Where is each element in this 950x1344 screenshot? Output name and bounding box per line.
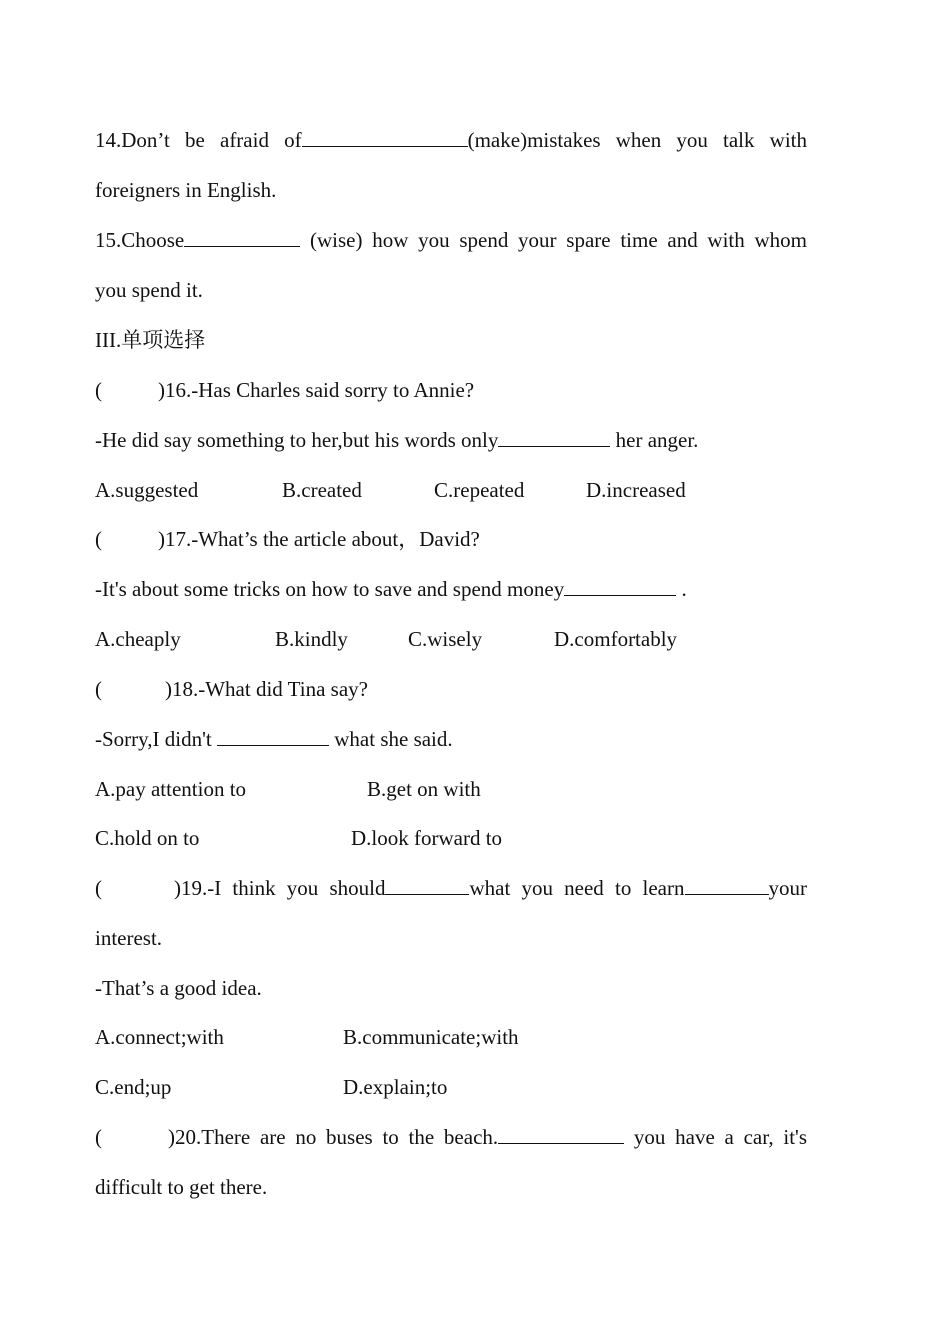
- q19-stem: ( )19.-I think you should what you need to learn your: [95, 876, 807, 900]
- q19-option-d[interactable]: D.explain;to: [343, 1075, 448, 1099]
- q18-blank[interactable]: [217, 725, 329, 746]
- q16-blank[interactable]: [498, 426, 610, 447]
- q20-blank[interactable]: [498, 1123, 624, 1144]
- q16-stem: ( )16.-Has Charles said sorry to Annie?: [95, 378, 475, 402]
- q17-paren: (: [95, 527, 102, 551]
- q17-options: [95, 624, 807, 654]
- q17-option-b[interactable]: B.kindly: [275, 627, 348, 651]
- q18-option-a[interactable]: A.pay attention to: [95, 777, 247, 801]
- q14-line-1: [95, 125, 807, 155]
- q18-stem: ( )18.-What did Tina say?: [95, 677, 368, 701]
- q19-stem-cont: interest.: [95, 926, 163, 950]
- q19-blank-1[interactable]: [385, 874, 469, 895]
- q19-options-row-1: [95, 1022, 807, 1052]
- q15-line-1: [95, 225, 807, 255]
- q14-line-2: foreigners in English.: [95, 178, 277, 202]
- q16-paren: (: [95, 378, 102, 402]
- q18-options-row-1: [95, 774, 807, 804]
- q18-paren: (: [95, 677, 102, 701]
- q19-blank-2[interactable]: [685, 874, 769, 895]
- q18-option-d[interactable]: D.look forward to: [351, 826, 503, 850]
- q17-option-d[interactable]: D.comfortably: [554, 627, 678, 651]
- q17-option-a[interactable]: A.cheaply: [95, 627, 181, 651]
- q14-blank[interactable]: [302, 126, 468, 147]
- q16-option-b[interactable]: B.created: [282, 478, 362, 502]
- q17-stem: ( )17.-What’s the article about，David?: [95, 527, 480, 551]
- q16-options: [95, 475, 807, 505]
- q15-line-2: you spend it.: [95, 278, 203, 302]
- q17-option-c[interactable]: C.wisely: [408, 627, 483, 651]
- q19-paren: (: [95, 876, 102, 900]
- q14-text-1: 14.Don’t be afraid of: [95, 128, 302, 152]
- q17-answer: -It's about some tricks on how to save and spend money .: [95, 577, 687, 601]
- q16-answer: -He did say something to her,but his words only her anger.: [95, 428, 699, 452]
- q16-option-a[interactable]: A.suggested: [95, 478, 199, 502]
- q20-stem-cont: difficult to get there.: [95, 1175, 268, 1199]
- section-title: III.单项选择: [95, 328, 206, 352]
- q14-text-2: (make)mistakes when you talk with: [467, 128, 807, 152]
- q18-option-c[interactable]: C.hold on to: [95, 826, 200, 850]
- q19-option-a[interactable]: A.connect;with: [95, 1025, 224, 1049]
- q16-option-c[interactable]: C.repeated: [434, 478, 525, 502]
- q19-answer: -That’s a good idea.: [95, 976, 262, 1000]
- q15-blank[interactable]: [184, 226, 300, 247]
- q19-option-c[interactable]: C.end;up: [95, 1075, 172, 1099]
- q20-paren: (: [95, 1125, 102, 1149]
- q19-option-b[interactable]: B.communicate;with: [343, 1025, 519, 1049]
- q18-options-row-2: [95, 823, 807, 853]
- q15-text-2: (wise) how you spend your spare time and with whom: [300, 228, 807, 252]
- q15-text-1: 15.Choose: [95, 228, 185, 252]
- q16-option-d[interactable]: D.increased: [586, 478, 686, 502]
- q19-options-row-2: [95, 1072, 807, 1102]
- q18-answer: -Sorry,I didn't what she said.: [95, 727, 453, 751]
- q18-option-b[interactable]: B.get on with: [367, 777, 481, 801]
- q20-stem: ( )20.There are no buses to the beach. you have a car, it's: [95, 1125, 807, 1149]
- q17-blank[interactable]: [564, 575, 676, 596]
